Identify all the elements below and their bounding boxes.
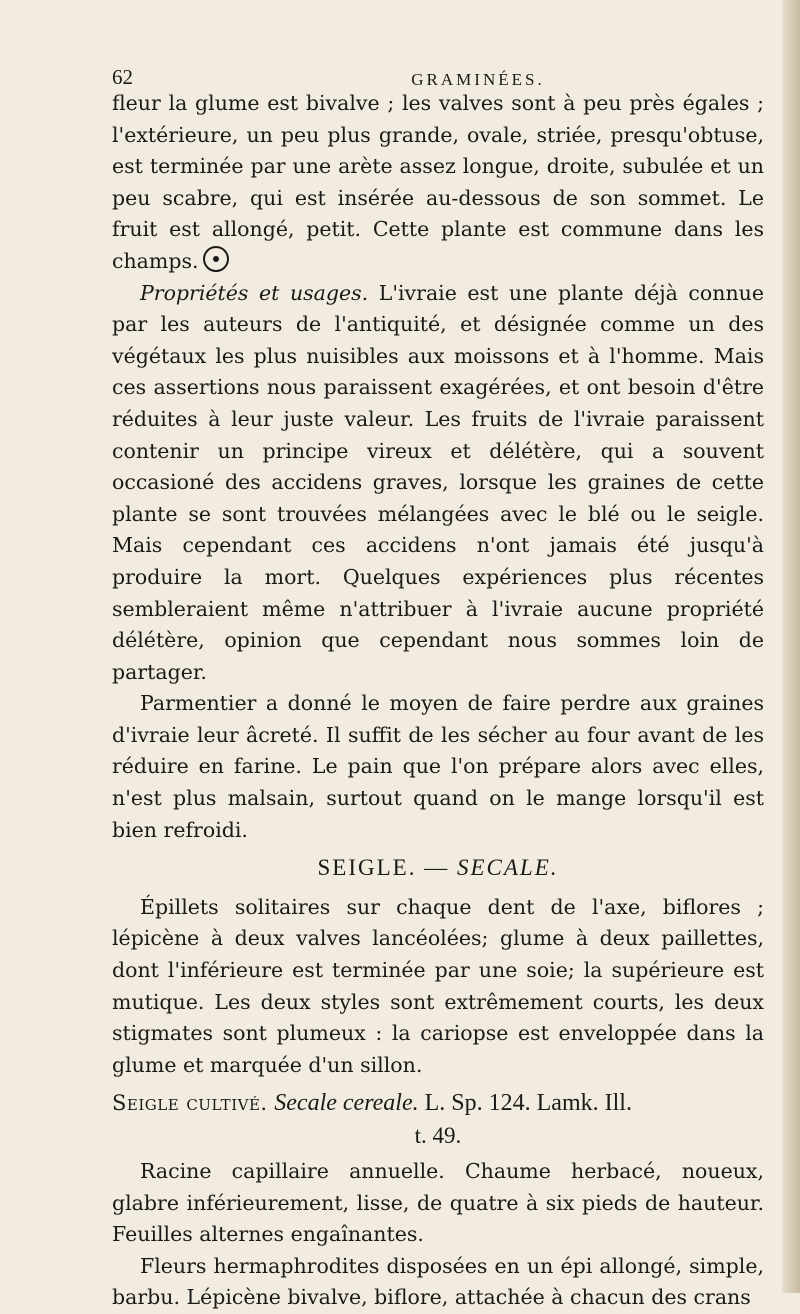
perennial-circle-icon <box>203 246 229 272</box>
page-edge <box>782 0 800 1293</box>
paragraph-description <box>112 88 764 278</box>
properties-text: L'ivraie est une plante déjà connue par les auteurs de l'antiquité, et désignée comme un des végétaux les plus nuisibles aux moissons et à l'homme. Mais ces assertions nous paraissent exagérées, et ont besoin d'être réduites à leur juste valeur. Les fruits de l'ivraie paraissent contenir un principe vireux et délétère, qui a souvent occasioné des accidens graves, lorsque les graines de cette plante se sont trouvées mélangées avec le blé ou le seigle. Mais cependant ces accidens n'ont jamais été jusqu'à produire la mort. Quelques expériences plus récentes sembleraient même n'attribuer à l'ivraie aucune propriété délétère, opinion que cependant nous sommes loin de partager. <box>112 280 764 684</box>
paragraph-properties <box>112 278 764 689</box>
running-head: GRAMINÉES. <box>411 70 545 89</box>
species-reference-continued: t. 49. <box>414 1123 462 1149</box>
genus-heading <box>112 852 764 884</box>
paragraph-parmentier: Parmentier a donné le moyen de faire perdre aux graines d'ivraie leur âcreté. Il suffit de les sécher au four avant de les réduire en farine. Le pain que l'on prépare alors avec elles, n'est plus malsain, surtout quand on le mange lorsqu'il est bien refroidi. <box>112 691 764 842</box>
paragraph-genus-description: Épillets solitaires sur chaque dent de l'axe, biflores ; lépicène à deux valves lancéolées; glume à deux paillettes, dont l'inférieure est terminée par une soie; la supérieure est mutique. Les deux styles sont extrêmement courts, les deux stigmates sont plumeux : la cariopse est enveloppée dans la glume et marquée d'un sillon. <box>112 894 764 1077</box>
paragraph-flowers: Fleurs hermaphrodites disposées en un épi allongé, simple, barbu. Lépicène bivalve, biflore, attachée à chacun des crans <box>112 1253 764 1310</box>
paragraph-description-text: fleur la glume est bivalve ; les valves sont à peu près égales ; l'extérieure, un peu plus grande, ovale, striée, presqu'obtuse, est terminée par une arète assez longue, droite, subulée et un peu scabre, qui est insérée au-dessous de son sommet. Le fruit est allongé, petit. Cette plante est commune dans les champs. <box>112 91 764 273</box>
species-entry <box>112 1087 764 1120</box>
page-header <box>112 62 764 88</box>
species-reference: L. Sp. 124. Lamk. Ill. <box>418 1090 632 1117</box>
species-common-name: Seigle cultivé. <box>112 1091 268 1116</box>
page-number: 62 <box>112 65 133 89</box>
species-latin-name: Secale cereale. <box>274 1090 419 1117</box>
genus-heading-italic: SECALE. <box>456 855 559 881</box>
genus-heading-roman: SEIGLE. — <box>317 855 457 881</box>
book-page <box>112 62 764 1314</box>
paragraph-root: Racine capillaire annuelle. Chaume herbacé, noueux, glabre inférieurement, lisse, de quatre à six pieds de hauteur. Feuilles alternes engaînantes. <box>112 1159 764 1247</box>
properties-label: Propriétés et usages. <box>140 280 369 305</box>
